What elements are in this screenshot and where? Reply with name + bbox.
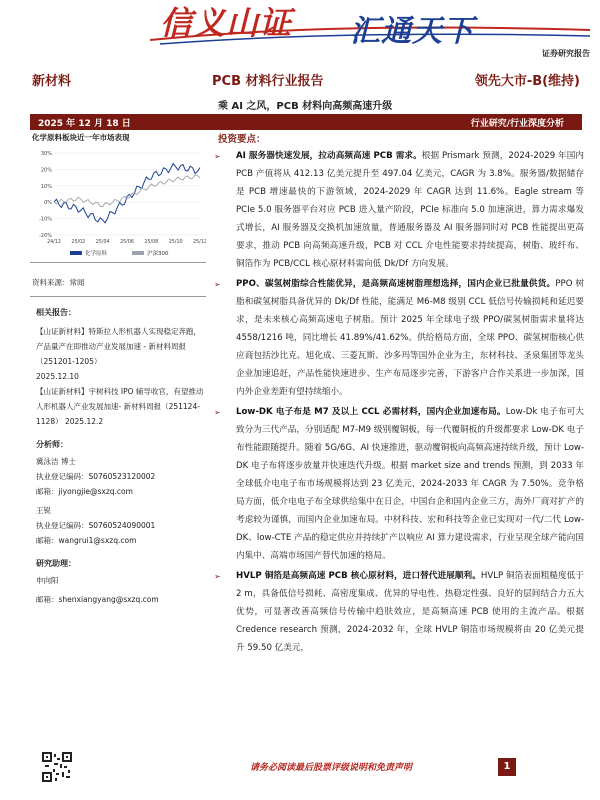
related-report-2[interactable]: 【山证新材料】宇树科技 IPO 辅导收官，有望推动人形机器人产业发展加速- 新材料周报（251124-1128） 2025.12.2 (36, 387, 204, 426)
legend-label: 化学原料 (85, 251, 108, 257)
report-headline: 乘 AI 之风，PCB 材料向高频高速升级 (218, 101, 393, 112)
page-number: 1 (498, 758, 516, 776)
x-tick-label: 25/04 (95, 240, 110, 245)
assistant-label: 研究助理： (36, 559, 76, 568)
report-title: PCB 材料行业报告 (212, 74, 324, 89)
legend-swatch (132, 251, 144, 255)
x-tick-label: 25/10 (168, 240, 183, 245)
brand-logo (150, 0, 595, 48)
related-reports (30, 324, 206, 429)
y-tick-label: -20% (39, 233, 52, 239)
paragraph-text: PPO 树脂和碳氢树脂具备优异的 Dk/Df 性能，能满足 M6-M8 级别 CCL 低信号传输损耗和延迟要求，是未来核心高频高速电子树脂。预计 2025 年全球电子级 PPO/碳氢树脂需求量将达 4558/1216 吨，同比增长 41.89%/41.62%。供给格局方面，全球 PPO、碳氢树脂核心供应商包括沙比克、旭化成、三菱瓦斯、沙多玛等国外企业为主，东材科技、圣泉集团等龙头企业加速追赶，产品性能快速进步、生产布局逐步完善，下游客户合作关系进一步加深，国内外企业差距有望持续缩小。 (236, 279, 584, 397)
arrow-bullet-icon: ➢ (214, 280, 221, 289)
paragraph-lead: PPO、碳氢树脂综合性能优异，是高频高速树脂理想选择，国内企业已批量供货。 (236, 279, 556, 289)
paragraph-text: 根据 Prismark 预测，2024-2029 年国内 PCB 产值将从 412.13 亿美元提升至 497.04 亿美元，CAGR 为 3.8%。服务器/数据储存是 PCB 增速最快的下游领域，2024-2029 年 CAGR 达到 11.6%。Eagle stream 等 PCIe 5.0 服务器平台对应 PCB 进入量产阶段，PCIe 标准向 5.0 加速演进，算力需求爆发式增长，AI 服务器及交换机加速放量，普通服务器及 AI 服务器同时对 PCB 性能提出更高要求，推动 PCB 向高频高速升级，PCB 对 CCL 介电性能要求持续提高，树脂、玻纤布、铜箔作为 PCB/CCL 核心原材料需向低 Dk/Df 方向发展。 (236, 151, 584, 269)
chart-title: 化学原料板块近一年市场表现 (32, 133, 130, 142)
y-tick-label: 20% (40, 167, 52, 174)
analyst-name: 冀泳洁 博士 (36, 457, 76, 466)
x-tick-label: 24/12 (47, 240, 61, 245)
related-report-1[interactable]: 【山证新材料】特斯拉人形机器人实现稳定奔跑，产品量产在即推动产业发展加速 - 新材料周报（251201-1205） (36, 327, 201, 366)
report-date: 2025 年 12 月 18 日 (38, 119, 131, 129)
analyst-block-1 (30, 454, 206, 548)
investment-highlights (212, 131, 584, 657)
highlight-paragraph-4 (212, 567, 584, 657)
x-tick-label: 25/02 (71, 240, 86, 245)
analyst-email[interactable]: 邮箱：wangrui1@sxzq.com (36, 536, 137, 545)
y-tick-label: 30% (40, 151, 52, 157)
y-tick-label: -10% (39, 216, 52, 223)
highlight-paragraph-2 (212, 275, 584, 401)
analyst-email[interactable]: 邮箱：jiyongjie@sxzq.com (36, 487, 133, 496)
date-band (30, 114, 582, 130)
paragraph-text: HVLP 铜箔表面粗糙度低于 2 m，具备低信号损耗、高密度集成、优异的导电性、热稳定性强、良好的层间结合力五大优势，可显著改善高频信号传输中趋肤效应，是高频高速 PCB 使用的主流产品。根据 Credence research 预测，2024-2032 年，全球 HVLP 铜箔市场规模将由 20 亿美元提升 59.50 亿美元， (236, 571, 585, 653)
arrow-bullet-icon: ➢ (214, 572, 221, 581)
meta-row (32, 70, 580, 90)
series-line (54, 175, 200, 207)
assistant-email[interactable]: 邮箱：shenxiangyang@sxzq.com (36, 595, 159, 604)
left-sidebar (30, 130, 206, 607)
legend-label: 沪深300 (147, 251, 169, 257)
qr-code-icon (42, 752, 72, 782)
market-chart (30, 145, 206, 263)
arrow-bullet-icon: ➢ (214, 152, 221, 161)
analyst-cert: 执业登记编码：S0760524090001 (36, 521, 156, 530)
brand-text-red: 信义山证 (160, 4, 293, 42)
related-report-1-date: 2025.12.10 (36, 372, 79, 381)
chart-svg (30, 145, 206, 263)
y-tick-label: 10% (40, 183, 52, 190)
analyst-cert: 执业登记编码：S0760523120002 (36, 472, 156, 481)
brand-text-blue: 汇通天下 (350, 14, 474, 49)
analyst-label: 分析师： (36, 440, 68, 449)
related-reports-label: 相关报告： (36, 308, 76, 317)
highlight-paragraph-3 (212, 403, 584, 565)
x-tick-label: 25/08 (144, 240, 159, 245)
series-line (54, 164, 200, 223)
y-tick-label: 0% (44, 200, 52, 207)
paragraph-lead: Low-DK 电子布是 M7 及以上 CCL 必需材料，国内企业加速布局。 (236, 407, 506, 417)
divider (30, 296, 206, 297)
highlight-paragraph-1 (212, 147, 584, 273)
section-title: 投资要点： (218, 134, 266, 145)
arrow-bullet-icon: ➢ (214, 408, 221, 417)
paragraph-lead: AI 服务器快速发展，拉动高频高速 PCB 需求。 (236, 151, 422, 161)
report-type-label: 证券研究报告 (542, 49, 590, 58)
paragraph-lead: HVLP 铜箔是高频高速 PCB 核心原材料，进口替代进展顺利。 (236, 571, 481, 581)
chart-source: 资料来源：常闻 (32, 278, 85, 287)
report-category: 行业研究/行业深度分析 (470, 119, 564, 129)
sector-label: 新材料 (32, 74, 72, 89)
assistant-block (30, 573, 206, 607)
analyst-name: 王锐 (36, 506, 51, 515)
paragraph-text: Low-Dk 电子布可大致分为三代产品，分别适配 M7-M9 级别覆铜板，每一代覆铜板的升级都要求 Low-DK 电子布性能跟随提升。随着 5G/6G、AI 快速推进，驱动覆铜板向高频高速持续升级，预计 Low-DK 电子布将逐步放量并快速迭代升级。根据 market size and trends 预测，到 2033 年全球低介电电子布市场规模将达到 23 亿美元，2024-2033 年 CAGR 为 7.50%。竞争格局方面，低介电电子布全球供给集中在日企，中国台企和国内企业三方，海外厂商对扩产的考虑较为谨慎，而国内企业加速布局。中材科技、宏和科技等企业已实现对一代/二代 Low-DK、low-CTE 产品的稳定供应并持续扩产以响应 AI 算力建设需求，行业呈现全球产能向国内集中、高端市场国产替代加速的格局。 (236, 407, 584, 561)
assistant-name: 申向阳 (36, 576, 59, 585)
rating-label: 领先大市-B(维持) (474, 74, 580, 89)
x-tick-label: 25/12 (193, 240, 206, 245)
disclaimer-text: 请务必阅读最后股票评级说明和免责声明 (250, 763, 413, 773)
legend-swatch (70, 251, 82, 255)
x-tick-label: 25/06 (120, 240, 134, 245)
